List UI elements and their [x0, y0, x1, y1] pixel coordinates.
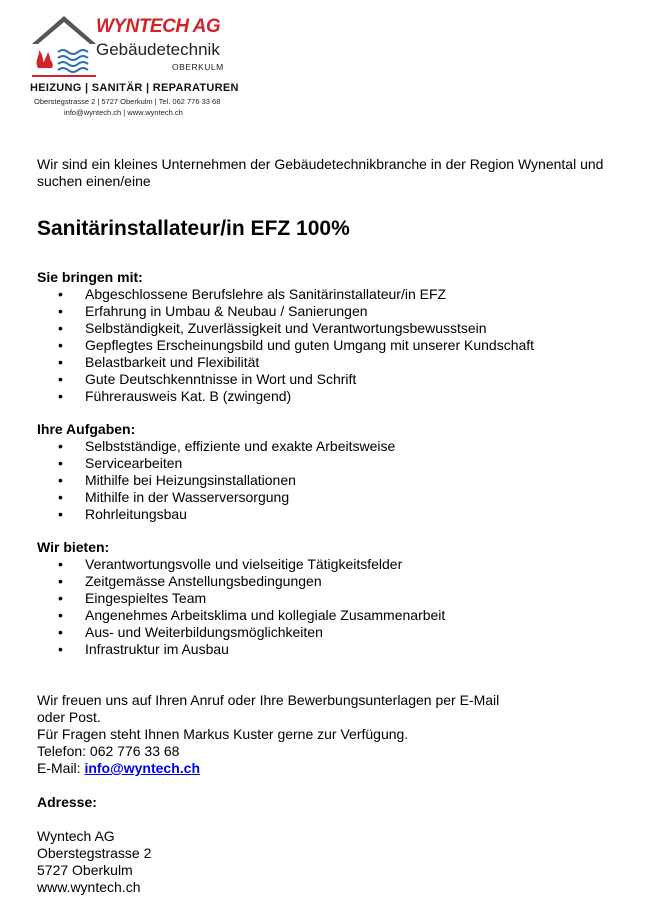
requirements-list [37, 286, 637, 405]
email-label: E-Mail: [37, 760, 85, 776]
list-item: • Selbstständige, effiziente und exakte Arbeitsweise [37, 438, 637, 455]
brand-services: HEIZUNG | SANITÄR | REPARATUREN [30, 82, 239, 94]
intro-text: Wir sind ein kleines Unternehmen der Gebäudetechnikbranche in der Region Wynental und suchen einen/eine [37, 156, 604, 189]
brand-subtitle: Gebäudetechnik [96, 40, 220, 59]
list-item: • Gepflegtes Erscheinungsbild und guten Umgang mit unserer Kundschaft [37, 337, 637, 354]
address-company: Wyntech AG [37, 828, 115, 844]
brand-name: WYNTECH AG [96, 16, 221, 37]
house-roof-icon [30, 12, 100, 78]
list-item: • Selbständigkeit, Zuverlässigkeit und Verantwortungsbewusstsein [37, 320, 637, 337]
brand-address: Oberstegstrasse 2 | 5727 Oberkulm | Tel. 062 776 33 68 [34, 97, 221, 106]
list-item: • Aus- und Weiterbildungsmöglichkeiten [37, 624, 637, 641]
list-item: • Verantwortungsvolle und vielseitige Tätigkeitsfelder [37, 556, 637, 573]
offers-list [37, 556, 637, 658]
job-title: Sanitärinstallateur/in EFZ 100% [37, 217, 350, 240]
closing-line: oder Post. [37, 709, 101, 725]
list-item: • Rohrleitungsbau [37, 506, 637, 523]
section-offers [37, 539, 637, 658]
list-item: • Abgeschlossene Berufslehre als Sanitärinstallateur/in EFZ [37, 286, 637, 303]
list-item: • Eingespieltes Team [37, 590, 637, 607]
brand-contact: info@wyntech.ch | www.wyntech.ch [64, 108, 183, 117]
list-item: • Servicearbeiten [37, 455, 637, 472]
address-heading: Adresse: [37, 794, 97, 810]
list-item: • Zeitgemässe Anstellungsbedingungen [37, 573, 637, 590]
list-item: • Gute Deutschkenntnisse in Wort und Schrift [37, 371, 637, 388]
job-posting [37, 156, 637, 896]
address-city: 5727 Oberkulm [37, 862, 133, 878]
phone-line: Telefon: 062 776 33 68 [37, 743, 180, 759]
list-item: • Infrastruktur im Ausbau [37, 641, 637, 658]
email-line [37, 760, 637, 777]
section-heading: Ihre Aufgaben: [37, 421, 136, 437]
list-item: • Angenehmes Arbeitsklima und kollegiale Zusammenarbeit [37, 607, 637, 624]
closing-block [37, 692, 637, 777]
list-item: • Belastbarkeit und Flexibilität [37, 354, 637, 371]
company-logo [30, 12, 239, 122]
address-web: www.wyntech.ch [37, 879, 141, 895]
section-tasks [37, 421, 637, 523]
section-heading: Wir bieten: [37, 539, 110, 555]
closing-line: Wir freuen uns auf Ihren Anruf oder Ihre Bewerbungsunterlagen per E-Mail [37, 692, 500, 708]
flame-icon [37, 50, 53, 68]
section-heading: Sie bringen mit: [37, 269, 143, 285]
address-block [37, 794, 637, 896]
water-waves-icon [58, 50, 88, 72]
email-link[interactable]: info@wyntech.ch [84, 760, 201, 776]
contact-person-line: Für Fragen steht Ihnen Markus Kuster gerne zur Verfügung. [37, 726, 409, 742]
list-item: • Mithilfe in der Wasserversorgung [37, 489, 637, 506]
brand-place: OBERKULM [172, 62, 224, 72]
list-item: • Führerausweis Kat. B (zwingend) [37, 388, 637, 405]
tasks-list [37, 438, 637, 523]
list-item: • Mithilfe bei Heizungsinstallationen [37, 472, 637, 489]
section-requirements [37, 269, 637, 405]
list-item: • Erfahrung in Umbau & Neubau / Sanierungen [37, 303, 637, 320]
address-street: Oberstegstrasse 2 [37, 845, 152, 861]
